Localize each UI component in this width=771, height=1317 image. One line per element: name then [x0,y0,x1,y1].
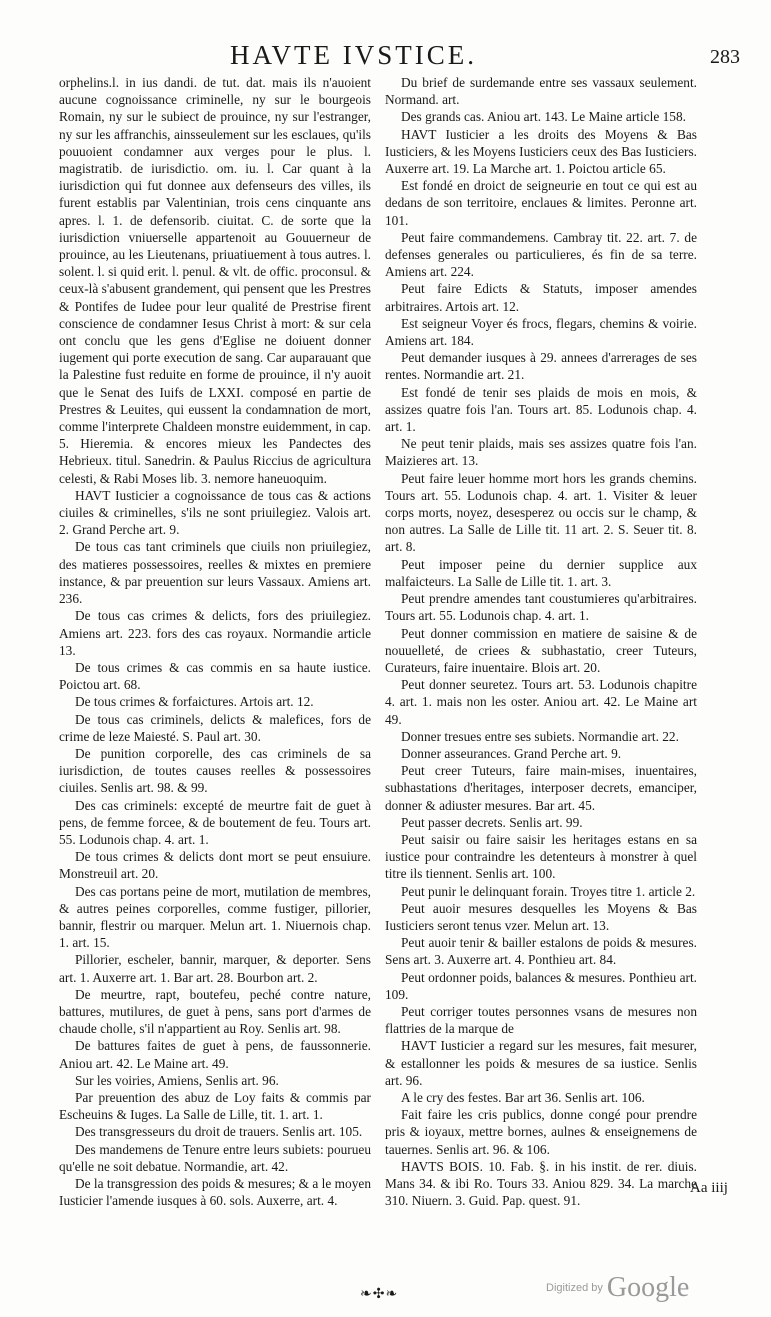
paragraph: Sur les voiries, Amiens, Senlis art. 96. [75,1072,279,1088]
paragraph: Du brief de surdemande entre ses vassaux seulement. Normand. art. [385,75,697,108]
paragraph: Donner tresues entre ses subiets. Normandie art. 22. [401,728,679,744]
paragraph: De tous crimes & cas commis en sa haute iustice. Poictou art. 68. [59,659,371,693]
watermark-brand: Google [606,1272,690,1303]
paragraph: Peut faire commandemens. Cambray tit. 22. art. 7. de defenses generales ou particulieres, és fin de sa terre. Amiens art. 224. [385,229,697,280]
paragraph: De battures faites de guet à pens, de faussonnerie. Aniou art. 42. Le Maine art. 49. [59,1038,371,1071]
paragraph: De punition corporelle, des cas criminels de sa iurisdiction, de toutes causes reelles & possessoires ciuiles. Senlis art. 98. & 99. [59,745,371,796]
paragraph: Pillorier, escheler, bannir, marquer, & deporter. Sens art. 1. Auxerre art. 1. Bar art. 28. Bourbon art. 2. [59,952,371,985]
right-column [385,74,697,1209]
paragraph: HAVT Iusticier a cognoissance de tous cas & actions ciuiles & criminelles, s'ils ne sont priuilegiez. Valois art. 2. Grand Perche art. 9. [59,487,371,538]
paragraph: HAVTS BOIS. 10. Fab. §. in his instit. de rer. diuis. Mans 34. & ibi Ro. Tours 33. Aniou 829. 34. La marche 310. Niuern. 3. Guid. Pap. quest. 91. [385,1158,697,1209]
paragraph: orphelins.l. in ius dandi. de tut. dat. mais ils n'auoient aucune cognoissance criminelle, ny sur le bourgeois Romain, ny sur le subiect de prouince, ny sur l'estranger, ny sur les affranchis, ainsseulement sur les esclaues, qu'ils pouuoient condamner aux verges pour le plus. l. magistratib. de iurisdictio. om. iu. l. Car quant à la iurisdiction qui fut donnee aux defenseurs des villes, ils furent establis par Valentinian, trois cens cinquante ans apres. l. 1. de defensorib. ciuitat. C. de sorte que la iurisdiction vniuerselle appartenoit au Gouuerneur de prouince, au les Lieutenans, priuatiuement à tous autres. l. solent. l. si quid erit. l. penul. & vlt. de offic. proconsul. & ceux-là s'abusent grandement, qui pensent que les Prestres & Pontifes de Iudee pour leur qualité de Prestrise firent conscience de condamner Iesus Christ à mort: & sur cela ont conclu que les gens d'Eglise ne doiuent donner iugement qui porte execution de sang. Car auparauant que la Palestine fust reduite en forme de prouince, il n'y auoit que le Senat des Iuifs de LXXI. composé en partie de Prestres & Leuites, qui eussent la condamnation de mort, comme l'interprete Chaldeen monstre euidemment, in cap. 5. Hieremia. & encores mieux les Pandectes des Hebrieux. titul. Sanedrin. & Paulus Riccius de agricultura celesti, & Rabi Moses lib. 3. nemore haneuoquim. [59,75,371,486]
paragraph: Peut faire Edicts & Statuts, imposer amendes arbitraires. Artois art. 12. [385,281,697,314]
paragraph: De tous cas tant criminels que ciuils non priuilegiez, des matieres possessoires, reelles & mixtes en premiere instance, & par preuention sur leurs Vassaux. Amiens art. 236. [59,539,371,607]
paragraph: Des transgresseurs du droit de trauers. Senlis art. 105. [75,1124,363,1140]
paragraph: Peut imposer peine du dernier supplice aux malfaicteurs. La Salle de Lille tit. 1. art. 3. [385,556,697,589]
paragraph: HAVT Iusticier a les droits des Moyens & Bas Iusticiers, & les Moyens Iusticiers ceux des Bas Iusticiers. Auxerre art. 19. La Marche art. 1. Poictou article 65. [385,126,697,177]
paragraph: Peut creer Tuteurs, faire main-mises, inuentaires, subhastations d'heritages, interposer decrets, emanciper, donner & adiuster mesures. Bar art. 45. [385,763,697,813]
left-column [59,74,371,1214]
paragraph: Peut auoir mesures desquelles les Moyens & Bas Iusticiers seront tenus vzer. Melun art. 13. [385,900,697,933]
paragraph: A le cry des festes. Bar art 36. Senlis art. 106. [401,1089,645,1105]
paragraph: Des grands cas. Aniou art. 143. Le Maine article 158. [401,109,686,125]
running-head [40,40,740,74]
paragraph: Peut punir le delinquant forain. Troyes titre 1. article 2. [401,883,696,899]
running-title: HAVTE IVSTICE. [230,40,477,70]
paragraph: Est fondé de tenir ses plaids de mois en mois, & assizes quatre fois l'an. Tours art. 85. Lodunois chap. 4. art. 1. [385,384,697,435]
paragraph: De tous cas crimes & delicts, fors des priuilegiez. Amiens art. 223. fors des cas royaux. Normandie article 13. [59,608,371,658]
digitized-watermark [546,1272,746,1308]
paragraph: Est seigneur Voyer és frocs, flegars, chemins & voirie. Amiens art. 184. [385,315,697,349]
paragraph: Des mandemens de Tenure entre leurs subiets: pourueu qu'elle ne soit debatue. Normandie, art. 42. [59,1141,371,1174]
paragraph: Ne peut tenir plaids, mais ses assizes quatre fois l'an. Maizieres art. 13. [385,436,697,469]
paragraph: De meurtre, rapt, boutefeu, peché contre nature, battures, mutilures, de guet à pens, sans port d'armes de chaude cholle, s'il n'appartient au Roy. Senlis art. 98. [59,986,371,1037]
paragraph: Des cas criminels: excepté de meurtre fait de guet à pens, de femme forcee, & de boutement de feu. Tours art. 55. Lodunois chap. 4. art. 1. [59,797,371,847]
paragraph: Peut faire leuer homme mort hors les grands chemins. Tours art. 55. Lodunois chap. 4. art. 1. Visiter & leuer corps morts, noyez, desesperez ou occis sur le champ, & non autres. La Salle de Lille tit. 11 art. 2. S. Seuer tit. 8. art. 8. [385,470,697,555]
paragraph: Des cas portans peine de mort, mutilation de membres, & autres peines corporelles, comme fustiger, pillorier, bannir, flestrir ou marquer. Melun art. 1. Niuernois chap. 1. art. 15. [59,883,371,951]
paragraph: De tous cas criminels, delicts & malefices, fors de crime de leze Maiesté. S. Paul art. 30. [59,711,371,744]
page-number: 283 [710,46,740,68]
paragraph: Peut passer decrets. Senlis art. 99. [401,814,583,830]
paragraph: Peut auoir tenir & bailler estalons de poids & mesures. Sens art. 3. Auxerre art. 4. Ponthieu art. 84. [385,935,697,968]
paragraph: Donner asseurances. Grand Perche art. 9. [401,745,622,761]
paragraph: Est fondé en droict de seigneurie en tout ce qui est au dedans de son territoire, enclaues & limites. Peronne art. 101. [385,178,697,228]
paragraph: Peut donner seuretez. Tours art. 53. Lodunois chapitre 4. art. 1. mais non les oster. Aniou art. 42. Le Maine art 49. [385,677,697,727]
watermark-prefix: Digitized by [546,1282,603,1294]
paragraph: Peut saisir ou faire saisir les heritages estans en sa iustice pour contraindre les detenteurs à monstrer à quel titre ils tiennent. Senlis art. 100. [385,831,697,882]
paragraph: De la transgression des poids & mesures; & a le moyen Iusticier l'amende iusques à 60. sols. Auxerre, art. 4. [59,1176,371,1209]
paragraph: Peut donner commission en matiere de saisine & de nouuelleté, de criees & subhastatio, creer Tuteurs, Curateurs, faire inuentaire. Blois art. 20. [385,625,697,675]
paragraph: Fait faire les cris publics, donne congé pour prendre pris & ioyaux, mettre bornes, aulnes & enseignemens de tauernes. Senlis art. 96. & 106. [385,1107,697,1157]
paragraph: Peut ordonner poids, balances & mesures. Ponthieu art. 109. [385,969,697,1002]
paragraph: Peut demander iusques à 29. annees d'arrerages de ses rentes. Normandie art. 21. [385,350,697,383]
signature-mark: Aa iiij [690,1180,728,1196]
paragraph: Peut corriger toutes personnes vsans de mesures non flattries de la marque de [385,1003,697,1037]
paragraph: HAVT Iusticier a regard sur les mesures, fait mesurer, & estallonner les poids & mesures de sa iustice. Senlis art. 96. [385,1038,697,1088]
paragraph: Peut prendre amendes tant coustumieres qu'arbitraires. Tours art. 55. Lodunois chap. 4. art. 1. [385,591,697,624]
paragraph: De tous crimes & delicts dont mort se peut ensuiure. Monstreuil art. 20. [59,849,371,882]
paragraph: Par preuention des abuz de Loy faits & commis par Escheuins & Iuges. La Salle de Lille, tit. 1. art. 1. [59,1089,371,1123]
fleuron-ornament-icon: ❧✣❧ [360,1287,399,1302]
paragraph: De tous crimes & forfaictures. Artois art. 12. [75,694,314,710]
